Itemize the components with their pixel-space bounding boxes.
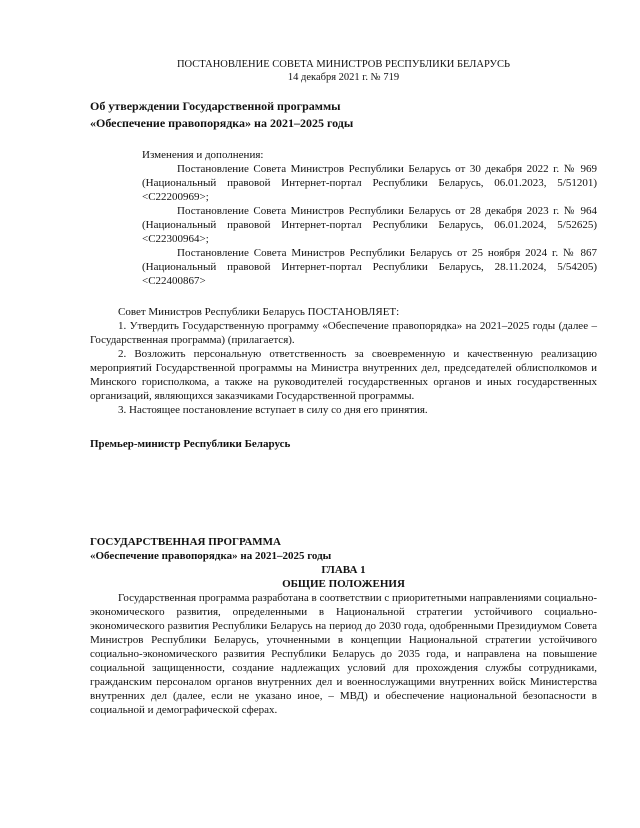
amendment-item: Постановление Совета Министров Республики Беларусь от 25 ноября 2024 г. № 867 (Национальный правовой Интернет-портал Республики Беларусь, 28.11.2024, 5/54205) <C22400867> [142,247,597,287]
amendments-heading: Изменения и дополнения: [142,149,264,161]
signature-line: Премьер-министр Республики Беларусь [90,438,291,450]
document-title [90,98,597,132]
header-date-number-line: 14 декабря 2021 г. № 719 [287,72,400,83]
chapter-title: ОБЩИЕ ПОЛОЖЕНИЯ [282,578,405,590]
document-title-line-2: «Обеспечение правопорядка» на 2021–2025 годы [90,116,354,130]
program-title-line-1: ГОСУДАРСТВЕННАЯ ПРОГРАММА [90,536,281,548]
chapter-label: ГЛАВА 1 [321,564,366,576]
header-authority-line: ПОСТАНОВЛЕНИЕ СОВЕТА МИНИСТРОВ РЕСПУБЛИКИ БЕЛАРУСЬ [176,59,511,70]
program-title-line-2: «Обеспечение правопорядка» на 2021–2025 годы [90,550,332,562]
resolution-point-1: 1. Утвердить Государственную программу «Обеспечение правопорядка» на 2021–2025 годы (далее – Государственная программа) (прилагается). [90,320,597,346]
amendment-item: Постановление Совета Министров Республики Беларусь от 28 декабря 2023 г. № 964 (Национальный правовой Интернет-портал Республики Беларусь, 06.01.2024, 5/52625) <C22300964>; [142,205,597,245]
amendment-item: Постановление Совета Министров Республики Беларусь от 30 декабря 2022 г. № 969 (Национальный правовой Интернет-портал Республики Беларусь, 06.01.2023, 5/51201) <C22200969>; [142,163,597,203]
amendments-block [142,148,597,288]
program-section [90,535,597,717]
resolution-point-2: 2. Возложить персональную ответственность за своевременную и качественную реализацию мероприятий Государственной программы на Министра внутренних дел, председателей облисполкомов и Минского горисполкома, а также на руководителей государственных органов и иных государственных организаций, являющихся заказчиками Государственной программы. [90,348,597,402]
program-paragraph: Государственная программа разработана в соответствии с приоритетными направлениями социально-экономического развития, определенными в Национальной стратегии устойчивого социально-экономического развития Республики Беларусь на период до 2030 года, одобренными Президиумом Совета Министров Республики Беларусь, уточненными в концепции Национальной стратегии устойчивого социально-экономического развития Республики Беларусь до 2035 года, и направлена на повышение социальной защищенности, создание надлежащих условий для прохождения службы сотрудниками, гражданским персоналом органов внутренних дел и военнослужащими внутренних войск Министерства внутренних дел (далее, если не указано иное, – МВД) и обеспечение национальной безопасности в социальной и демографической сферах. [90,592,597,716]
program-title [90,535,597,563]
resolution-preamble: Совет Министров Республики Беларусь ПОСТАНОВЛЯЕТ: [118,306,400,318]
document-title-line-1: Об утверждении Государственной программы [90,99,341,113]
resolution-body [90,305,597,451]
resolution-point-3: 3. Настоящее постановление вступает в силу со дня его принятия. [118,404,428,416]
document-header [90,58,597,84]
